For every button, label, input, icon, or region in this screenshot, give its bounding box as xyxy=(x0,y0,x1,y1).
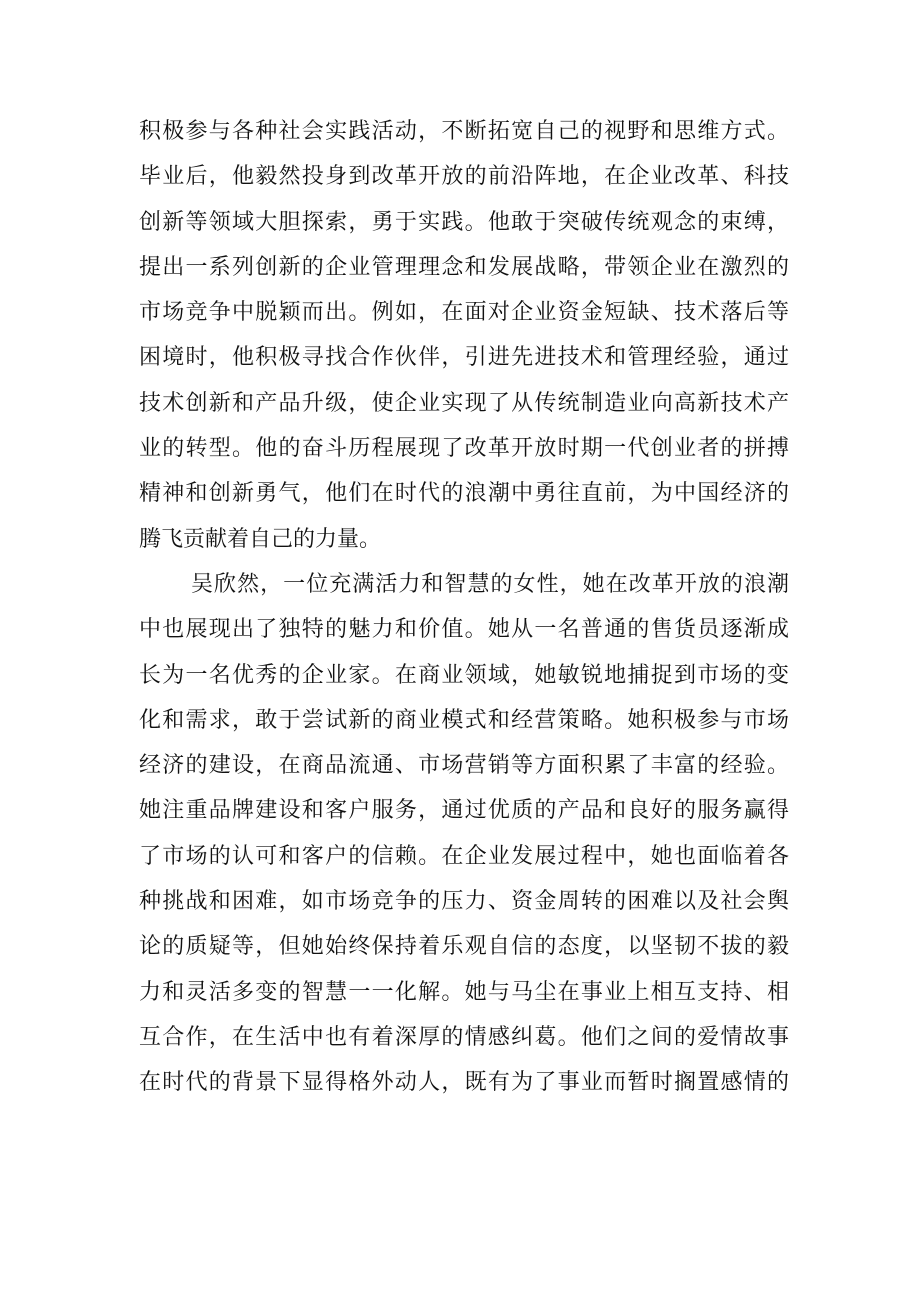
text-line: 提出一系列创新的企业管理理念和发展战略，带领企业在激烈的 xyxy=(139,254,789,280)
text-line: 论的质疑等，但她始终保持着乐观自信的态度，以坚韧不拔的毅 xyxy=(139,934,789,960)
body-text xyxy=(139,109,789,1106)
text-line: 毕业后，他毅然投身到改革开放的前沿阵地，在企业改革、科技 xyxy=(139,164,789,190)
text-line: 市场竞争中脱颖而出。例如，在面对企业资金短缺、技术落后等 xyxy=(139,300,789,326)
text-line: 她注重品牌建设和客户服务，通过优质的产品和良好的服务赢得 xyxy=(139,798,789,824)
text-line: 中也展现出了独特的魅力和价值。她从一名普通的售货员逐渐成 xyxy=(139,617,789,643)
text-line: 业的转型。他的奋斗历程展现了改革开放时期一代创业者的拼搏 xyxy=(139,436,789,462)
text-line: 精神和创新勇气，他们在时代的浪潮中勇往直前，为中国经济的 xyxy=(139,481,789,507)
paragraph-first-line: 吴欣然，一位充满活力和智慧的女性，她在改革开放的浪潮 xyxy=(191,571,789,597)
text-line: 创新等领域大胆探索，勇于实践。他敢于突破传统观念的束缚， xyxy=(139,209,789,235)
text-line: 种挑战和困难，如市场竞争的压力、资金周转的困难以及社会舆 xyxy=(139,889,789,915)
text-line: 力和灵活多变的智慧一一化解。她与马尘在事业上相互支持、相 xyxy=(139,979,789,1005)
text-line: 了市场的认可和客户的信赖。在企业发展过程中，她也面临着各 xyxy=(139,843,789,869)
text-line: 困境时，他积极寻找合作伙伴，引进先进技术和管理经验，通过 xyxy=(139,345,789,371)
text-line: 化和需求，敢于尝试新的商业模式和经营策略。她积极参与市场 xyxy=(139,707,789,733)
text-line: 技术创新和产品升级，使企业实现了从传统制造业向高新技术产 xyxy=(139,390,789,416)
text-line: 在时代的背景下显得格外动人，既有为了事业而暂时搁置感情的 xyxy=(139,1070,789,1096)
text-line: 经济的建设，在商品流通、市场营销等方面积累了丰富的经验。 xyxy=(139,753,789,779)
text-line: 积极参与各种社会实践活动，不断拓宽自己的视野和思维方式。 xyxy=(139,119,789,144)
text-line: 长为一名优秀的企业家。在商业领域，她敏锐地捕捉到市场的变 xyxy=(139,662,789,688)
text-line: 互合作，在生活中也有着深厚的情感纠葛。他们之间的爱情故事 xyxy=(139,1024,789,1050)
text-line: 腾飞贡献着自己的力量。 xyxy=(139,526,382,552)
